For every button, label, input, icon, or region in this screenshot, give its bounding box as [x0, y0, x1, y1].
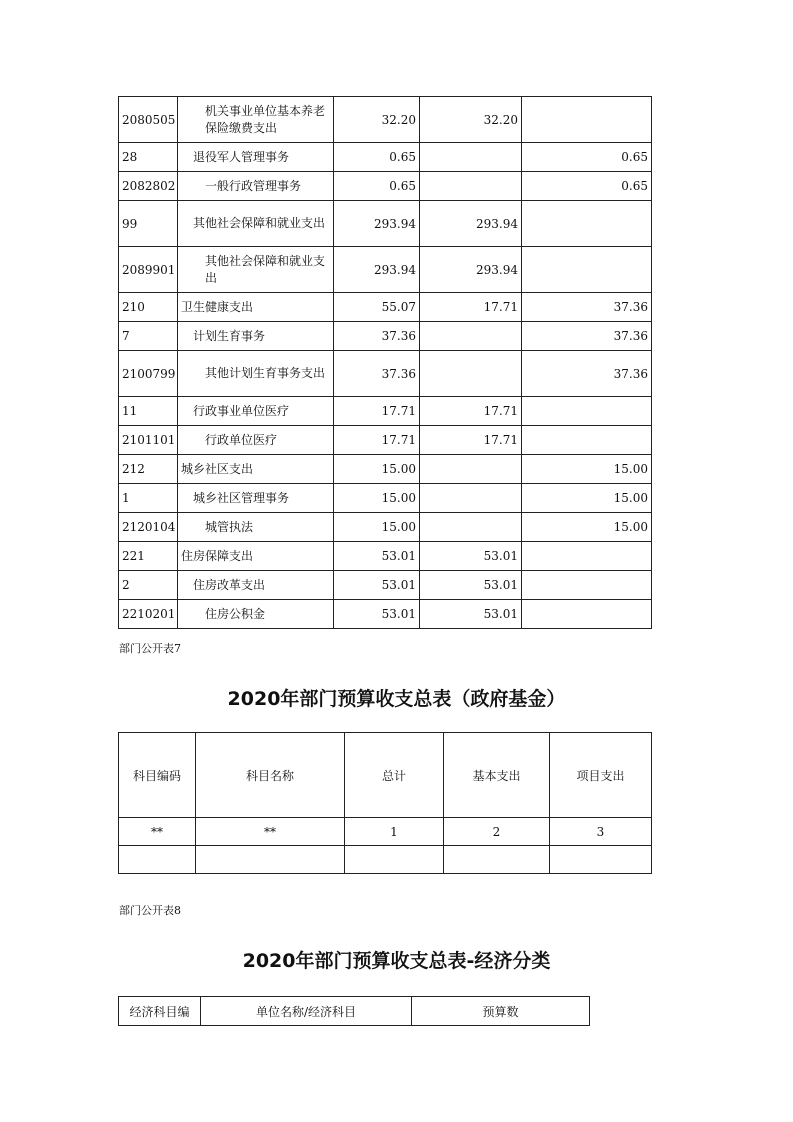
table-row — [119, 351, 652, 397]
project-expenditure-cell — [522, 426, 652, 455]
basic-expenditure-cell: 32.20 — [420, 97, 522, 143]
project-expenditure-cell: 37.36 — [522, 351, 652, 397]
header-subject-name: 科目名称 — [196, 733, 345, 818]
empty-row — [119, 846, 652, 874]
table-caption-7: 部门公开表7 — [119, 642, 181, 655]
subject-code-cell: 2100799 — [119, 351, 178, 397]
table-caption-8: 部门公开表8 — [119, 904, 181, 917]
subject-code-cell: 2080505 — [119, 97, 178, 143]
table-row — [119, 455, 652, 484]
total-cell: 0.65 — [334, 172, 420, 201]
subject-code-cell: 210 — [119, 293, 178, 322]
table-row — [119, 143, 652, 172]
basic-expenditure-cell — [420, 513, 522, 542]
total-cell: 55.07 — [334, 293, 420, 322]
empty-cell — [196, 846, 345, 874]
subject-name-cell: 城乡社区管理事务 — [178, 484, 334, 513]
table-row — [119, 542, 652, 571]
budget-expenditure-table — [118, 96, 652, 629]
subject-name-cell: 退役军人管理事务 — [178, 143, 334, 172]
subject-name-cell: 住房保障支出 — [178, 542, 334, 571]
subject-name-cell: 计划生育事务 — [178, 322, 334, 351]
subject-code-cell: 28 — [119, 143, 178, 172]
table-row — [119, 293, 652, 322]
header-unit-economic-subject: 单位名称/经济科目 — [201, 997, 412, 1026]
basic-expenditure-cell — [420, 143, 522, 172]
subject-name-cell: 机关事业单位基本养老保险缴费支出 — [178, 97, 334, 143]
basic-expenditure-cell — [420, 172, 522, 201]
subject-name-cell: 其他计划生育事务支出 — [178, 351, 334, 397]
total-cell: 17.71 — [334, 426, 420, 455]
basic-expenditure-cell: 17.71 — [420, 397, 522, 426]
basic-expenditure-cell — [420, 455, 522, 484]
basic-expenditure-cell: 17.71 — [420, 426, 522, 455]
total-cell: 32.20 — [334, 97, 420, 143]
project-expenditure-cell — [522, 600, 652, 629]
subject-code-cell: 2120104 — [119, 513, 178, 542]
project-expenditure-cell: 15.00 — [522, 455, 652, 484]
subject-name-cell: 一般行政管理事务 — [178, 172, 334, 201]
project-expenditure-cell — [522, 542, 652, 571]
table-row — [119, 201, 652, 247]
subject-code-cell: 1 — [119, 484, 178, 513]
index-cell: ** — [196, 818, 345, 846]
project-expenditure-cell: 0.65 — [522, 172, 652, 201]
index-cell: 3 — [550, 818, 652, 846]
table-row — [119, 571, 652, 600]
subject-name-cell: 城管执法 — [178, 513, 334, 542]
government-fund-table — [118, 732, 652, 874]
empty-cell — [119, 846, 196, 874]
subject-code-cell: 2089901 — [119, 247, 178, 293]
empty-cell — [550, 846, 652, 874]
index-row — [119, 818, 652, 846]
project-expenditure-cell — [522, 97, 652, 143]
project-expenditure-cell: 15.00 — [522, 484, 652, 513]
total-cell: 53.01 — [334, 600, 420, 629]
project-expenditure-cell: 0.65 — [522, 143, 652, 172]
total-cell: 37.36 — [334, 351, 420, 397]
basic-expenditure-cell: 53.01 — [420, 600, 522, 629]
basic-expenditure-cell: 53.01 — [420, 542, 522, 571]
total-cell: 15.00 — [334, 484, 420, 513]
empty-cell — [444, 846, 550, 874]
economic-classification-table — [118, 996, 590, 1026]
table-row — [119, 513, 652, 542]
project-expenditure-cell — [522, 397, 652, 426]
basic-expenditure-cell: 17.71 — [420, 293, 522, 322]
subject-name-cell: 住房改革支出 — [178, 571, 334, 600]
subject-code-cell: 212 — [119, 455, 178, 484]
table-row — [119, 247, 652, 293]
index-cell: 2 — [444, 818, 550, 846]
header-basic-expenditure: 基本支出 — [444, 733, 550, 818]
subject-code-cell: 221 — [119, 542, 178, 571]
subject-code-cell: 2 — [119, 571, 178, 600]
header-budget-amount: 预算数 — [412, 997, 590, 1026]
subject-name-cell: 卫生健康支出 — [178, 293, 334, 322]
subject-code-cell: 2101101 — [119, 426, 178, 455]
page-title-economic-classification: 2020年部门预算收支总表-经济分类 — [242, 950, 551, 972]
subject-name-cell: 行政事业单位医疗 — [178, 397, 334, 426]
subject-code-cell: 11 — [119, 397, 178, 426]
project-expenditure-cell — [522, 571, 652, 600]
basic-expenditure-cell: 293.94 — [420, 201, 522, 247]
basic-expenditure-cell — [420, 484, 522, 513]
table-row — [119, 97, 652, 143]
table-row — [119, 322, 652, 351]
subject-name-cell: 其他社会保障和就业支出 — [178, 201, 334, 247]
table-row — [119, 397, 652, 426]
subject-name-cell: 住房公积金 — [178, 600, 334, 629]
table-row — [119, 426, 652, 455]
subject-code-cell: 99 — [119, 201, 178, 247]
basic-expenditure-cell: 293.94 — [420, 247, 522, 293]
subject-code-cell: 2210201 — [119, 600, 178, 629]
project-expenditure-cell: 15.00 — [522, 513, 652, 542]
header-project-expenditure: 项目支出 — [550, 733, 652, 818]
subject-name-cell: 其他社会保障和就业支出 — [178, 247, 334, 293]
project-expenditure-cell: 37.36 — [522, 293, 652, 322]
total-cell: 53.01 — [334, 571, 420, 600]
page-title-government-fund: 2020年部门预算收支总表（政府基金） — [227, 688, 566, 710]
total-cell: 15.00 — [334, 513, 420, 542]
basic-expenditure-cell — [420, 351, 522, 397]
index-cell: ** — [119, 818, 196, 846]
basic-expenditure-cell: 53.01 — [420, 571, 522, 600]
project-expenditure-cell — [522, 201, 652, 247]
index-cell: 1 — [345, 818, 444, 846]
total-cell: 293.94 — [334, 247, 420, 293]
project-expenditure-cell — [522, 247, 652, 293]
table-row — [119, 172, 652, 201]
subject-name-cell: 城乡社区支出 — [178, 455, 334, 484]
header-total: 总计 — [345, 733, 444, 818]
header-row — [119, 997, 590, 1026]
header-economic-code: 经济科目编 — [119, 997, 201, 1026]
total-cell: 53.01 — [334, 542, 420, 571]
total-cell: 0.65 — [334, 143, 420, 172]
subject-code-cell: 2082802 — [119, 172, 178, 201]
subject-name-cell: 行政单位医疗 — [178, 426, 334, 455]
total-cell: 293.94 — [334, 201, 420, 247]
header-row — [119, 733, 652, 818]
project-expenditure-cell: 37.36 — [522, 322, 652, 351]
total-cell: 17.71 — [334, 397, 420, 426]
subject-code-cell: 7 — [119, 322, 178, 351]
empty-cell — [345, 846, 444, 874]
table-row — [119, 484, 652, 513]
header-subject-code: 科目编码 — [119, 733, 196, 818]
table-row — [119, 600, 652, 629]
total-cell: 37.36 — [334, 322, 420, 351]
total-cell: 15.00 — [334, 455, 420, 484]
basic-expenditure-cell — [420, 322, 522, 351]
